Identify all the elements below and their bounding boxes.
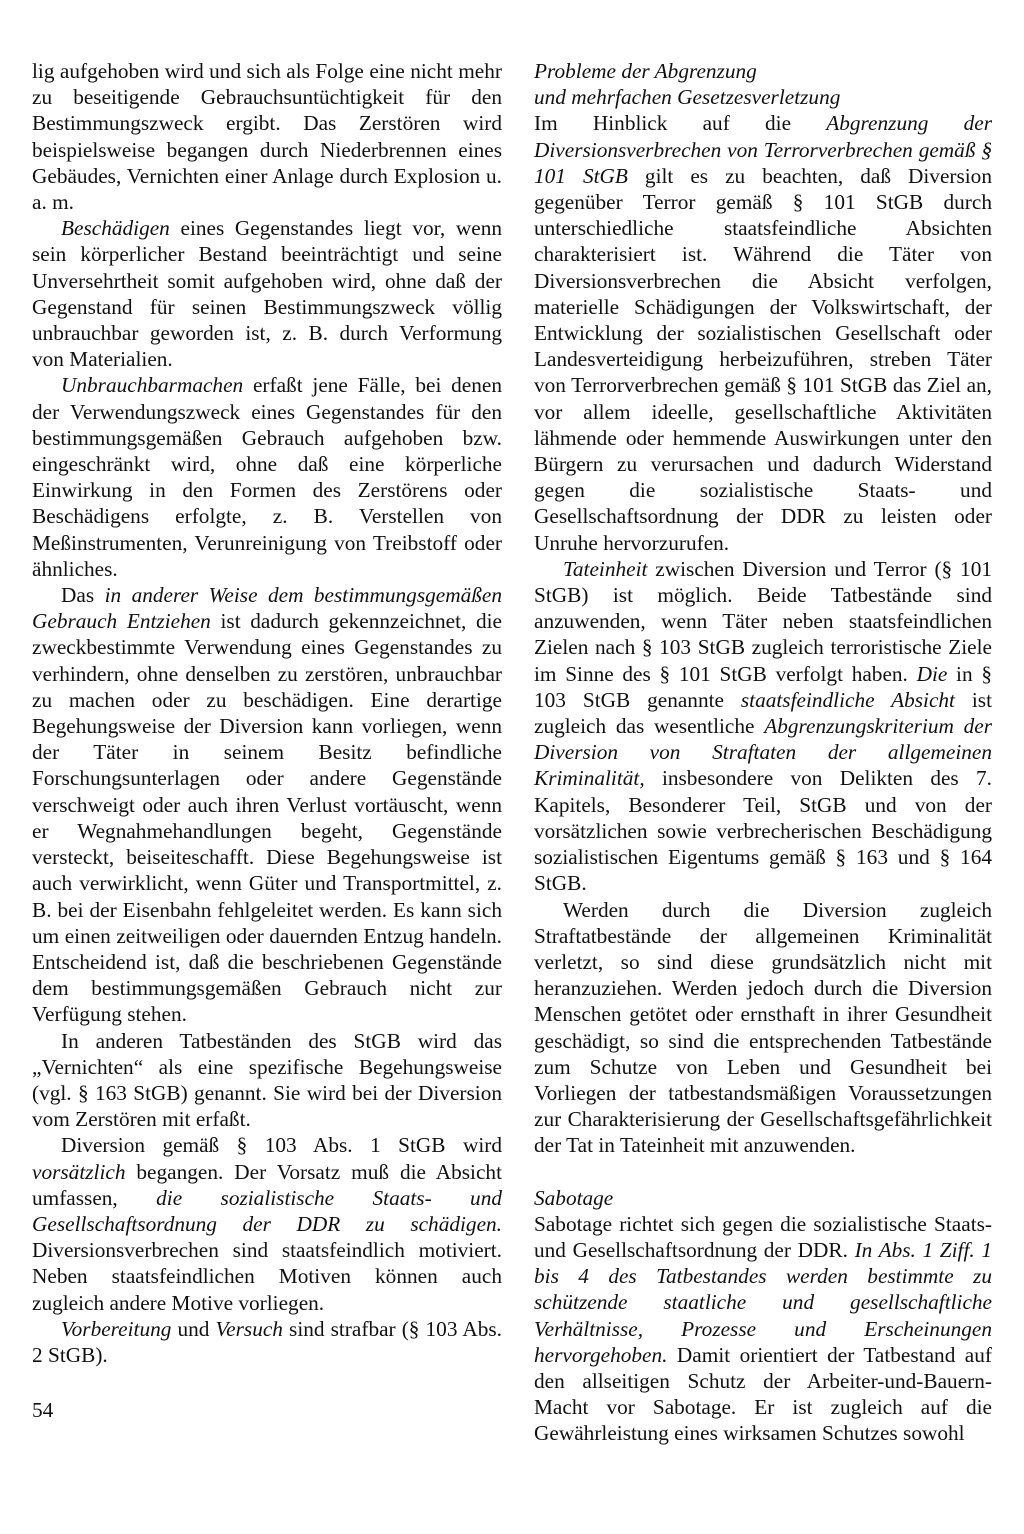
paragraph-vernichten: In anderen Tatbeständen des StGB wird das „Vernichten“ als eine spezifische Begehungsweise (vgl. § 163 StGB) genannt. Sie wird bei der Diversion vom Zerstören mit erfaßt. bbox=[32, 1028, 502, 1132]
left-column bbox=[32, 58, 502, 1368]
paragraph-unbrauchbarmachen: Unbrauchbarmachen erfaßt jene Fälle, bei denen der Verwendungszweck eines Gegenstandes für den bestimmungsgemäßen Gebrauch aufgehoben bzw. eingeschränkt wird, ohne daß eine körperliche Einwirkung in den Formen des Zerstörens oder Beschädigens erfolgte, z. B. Verstellen von Meßinstrumenten, Verunreinigung von Treibstoff oder ähnliches. bbox=[32, 373, 502, 581]
paragraph-tateinheit: Tateinheit zwischen Diversion und Terror (§ 101 StGB) ist möglich. Beide Tatbestände sind anzuwenden, wenn Täter neben staatsfeindlichen Zielen nach § 103 StGB zugleich terroristische Ziele im Sinne des § 101 StGB verfolgt haben. Die in § 103 StGB genannte staatsfeindliche Absicht ist zugleich das wesentliche Abgrenzungskriterium der Diversion von Straftaten der allgemeinen Kriminalität, insbesondere von Delikten des 7. Kapitels, Besonderer Teil, StGB und von der vorsätzlichen sowie verbrecherischen Beschädigung sozialistischen Eigentums gemäß § 163 und § 164 StGB. bbox=[534, 556, 993, 896]
paragraph-zerstoeren: lig aufgehoben wird und sich als Folge eine nicht mehr zu beseitigende Gebrauchsuntüchtigkeit für den Bestimmungszweck ergibt. Das Zerstören wird beispielsweise begangen durch Niederbrennen eines Gebäudes, Vernichten einer Anlage durch Explosion u. a. m. bbox=[32, 59, 502, 215]
paragraph-entziehen: Das in anderer Weise dem bestimmungsgemäßen Gebrauch Entziehen ist dadurch gekennzeichnet, die zweckbestimmte Verwendung eines Gegenstandes zu verhindern, ohne denselben zu zerstören, unbrauchbar zu machen oder zu beschädigen. Eine derartige Begehungsweise der Diversion kann vorliegen, wenn der Täter in seinem Besitz befindliche Forschungsunterlagen oder andere Gegenstände verschweigt oder auch ihren Verlust vortäuscht, wenn er Wegnahmehandlungen begeht, Gegenstände versteckt, beiseiteschafft. Diese Begehungsweise ist auch verwirklicht, wenn Güter und Transportmittel, z. B. bei der Eisenbahn fehlgeleitet werden. Es kann sich um einen zeitweiligen oder dauernden Entzug handeln. Entscheidend ist, daß die beschriebenen Gegenstände dem bestimmungsgemäßen Gebrauch nicht zur Verfügung stehen. bbox=[32, 583, 502, 1027]
page-number: 54 bbox=[32, 1398, 54, 1422]
paragraph-abgrenzung-terror: Im Hinblick auf die Abgrenzung der Diversionsverbrechen von Terrorverbrechen gemäß § 101 StGB gilt es zu beachten, daß Diversion gegenüber Terror gemäß § 101 StGB durch unterschiedliche staatsfeindliche Absichten charakterisiert ist. Während die Täter von Diversionsverbrechen die Absicht verfolgen, materielle Schädigungen der Volkswirtschaft, der Entwicklung der sozialistischen Gesellschaft oder Landesverteidigung herbeizuführen, streben Täter von Terrorverbrechen gemäß § 101 StGB das Ziel an, vor allem ideelle, gesellschaftliche Aktivitäten lähmende oder hemmende Auswirkungen unter den Bürgern zu verursachen und dadurch Widerstand gegen die sozialistische Staats- und Gesellschaftsordnung der DDR zu leisten oder Unruhe hervorzurufen. bbox=[534, 111, 992, 555]
term-unbrauchbarmachen: Unbrauchbarmachen bbox=[61, 373, 244, 398]
section-heading-abgrenzung: Probleme der Abgrenzung und mehrfachen Gesetzesverletzung bbox=[534, 59, 841, 110]
section-spacer bbox=[534, 1159, 992, 1185]
term-entziehen: in anderer Weise dem bestimmungsgemäßen Gebrauch Entziehen bbox=[32, 583, 502, 634]
section-heading-sabotage: Sabotage bbox=[534, 1185, 614, 1210]
paragraph-vorsatz: Diversion gemäß § 103 Abs. 1 StGB wird vorsätzlich begangen. Der Vorsatz muß die Absicht umfassen, die sozialistische Staats- und Gesellschaftsordnung der DDR zu schädigen. Diversionsverbrechen sind staatsfeindlich motiviert. Neben staatsfeindlichen Motiven können auch zugleich andere Motive vorliegen. bbox=[32, 1133, 502, 1315]
paragraph-vorbereitung: Vorbereitung und Versuch sind strafbar (§ 103 Abs. 2 StGB). bbox=[32, 1316, 503, 1367]
right-column bbox=[534, 58, 992, 1447]
paragraph-allgemeine-kriminalitaet: Werden durch die Diversion zugleich Straftatbestände der allgemeinen Kriminalität verletzt, so sind diese grundsätzlich nicht mit heranzuziehen. Werden jedoch durch die Diversion Menschen getötet oder ernsthaft in ihrer Gesundheit geschädigt, so sind die entsprechenden Tatbestände zum Schutze von Leben und Gesundheit bei Vorliegen der tatbestandsmäßigen Voraussetzungen zur Charakterisierung der Gesellschaftsgefährlichkeit der Tat in Tateinheit mit anzuwenden. bbox=[534, 897, 992, 1158]
term-beschaedigen: Beschädigen bbox=[61, 216, 170, 241]
paragraph-sabotage: Sabotage richtet sich gegen die sozialistische Staats- und Gesellschaftsordnung der DDR. In Abs. 1 Ziff. 1 bis 4 des Tatbestandes werden bestimmte zu schützende staatliche und gesellschaftliche Verhältnisse, Prozesse und Erscheinungen hervorgehoben. Damit orientiert der Tatbestand auf den allseitigen Schutz der Arbeiter-und-Bauern-Macht vor Sabotage. Er ist zugleich auf die Gewährleistung eines wirksamen Schutzes sowohl bbox=[534, 1211, 992, 1446]
paragraph-beschaedigen: Beschädigen eines Gegenstandes liegt vor, wenn sein körperlicher Bestand beeinträchtigt und seine Unversehrtheit somit aufgehoben wird, ohne daß der Gegenstand für seinen Bestimmungszweck völlig unbrauchbar geworden ist, z. B. durch Verformung von Materialien. bbox=[32, 216, 502, 372]
